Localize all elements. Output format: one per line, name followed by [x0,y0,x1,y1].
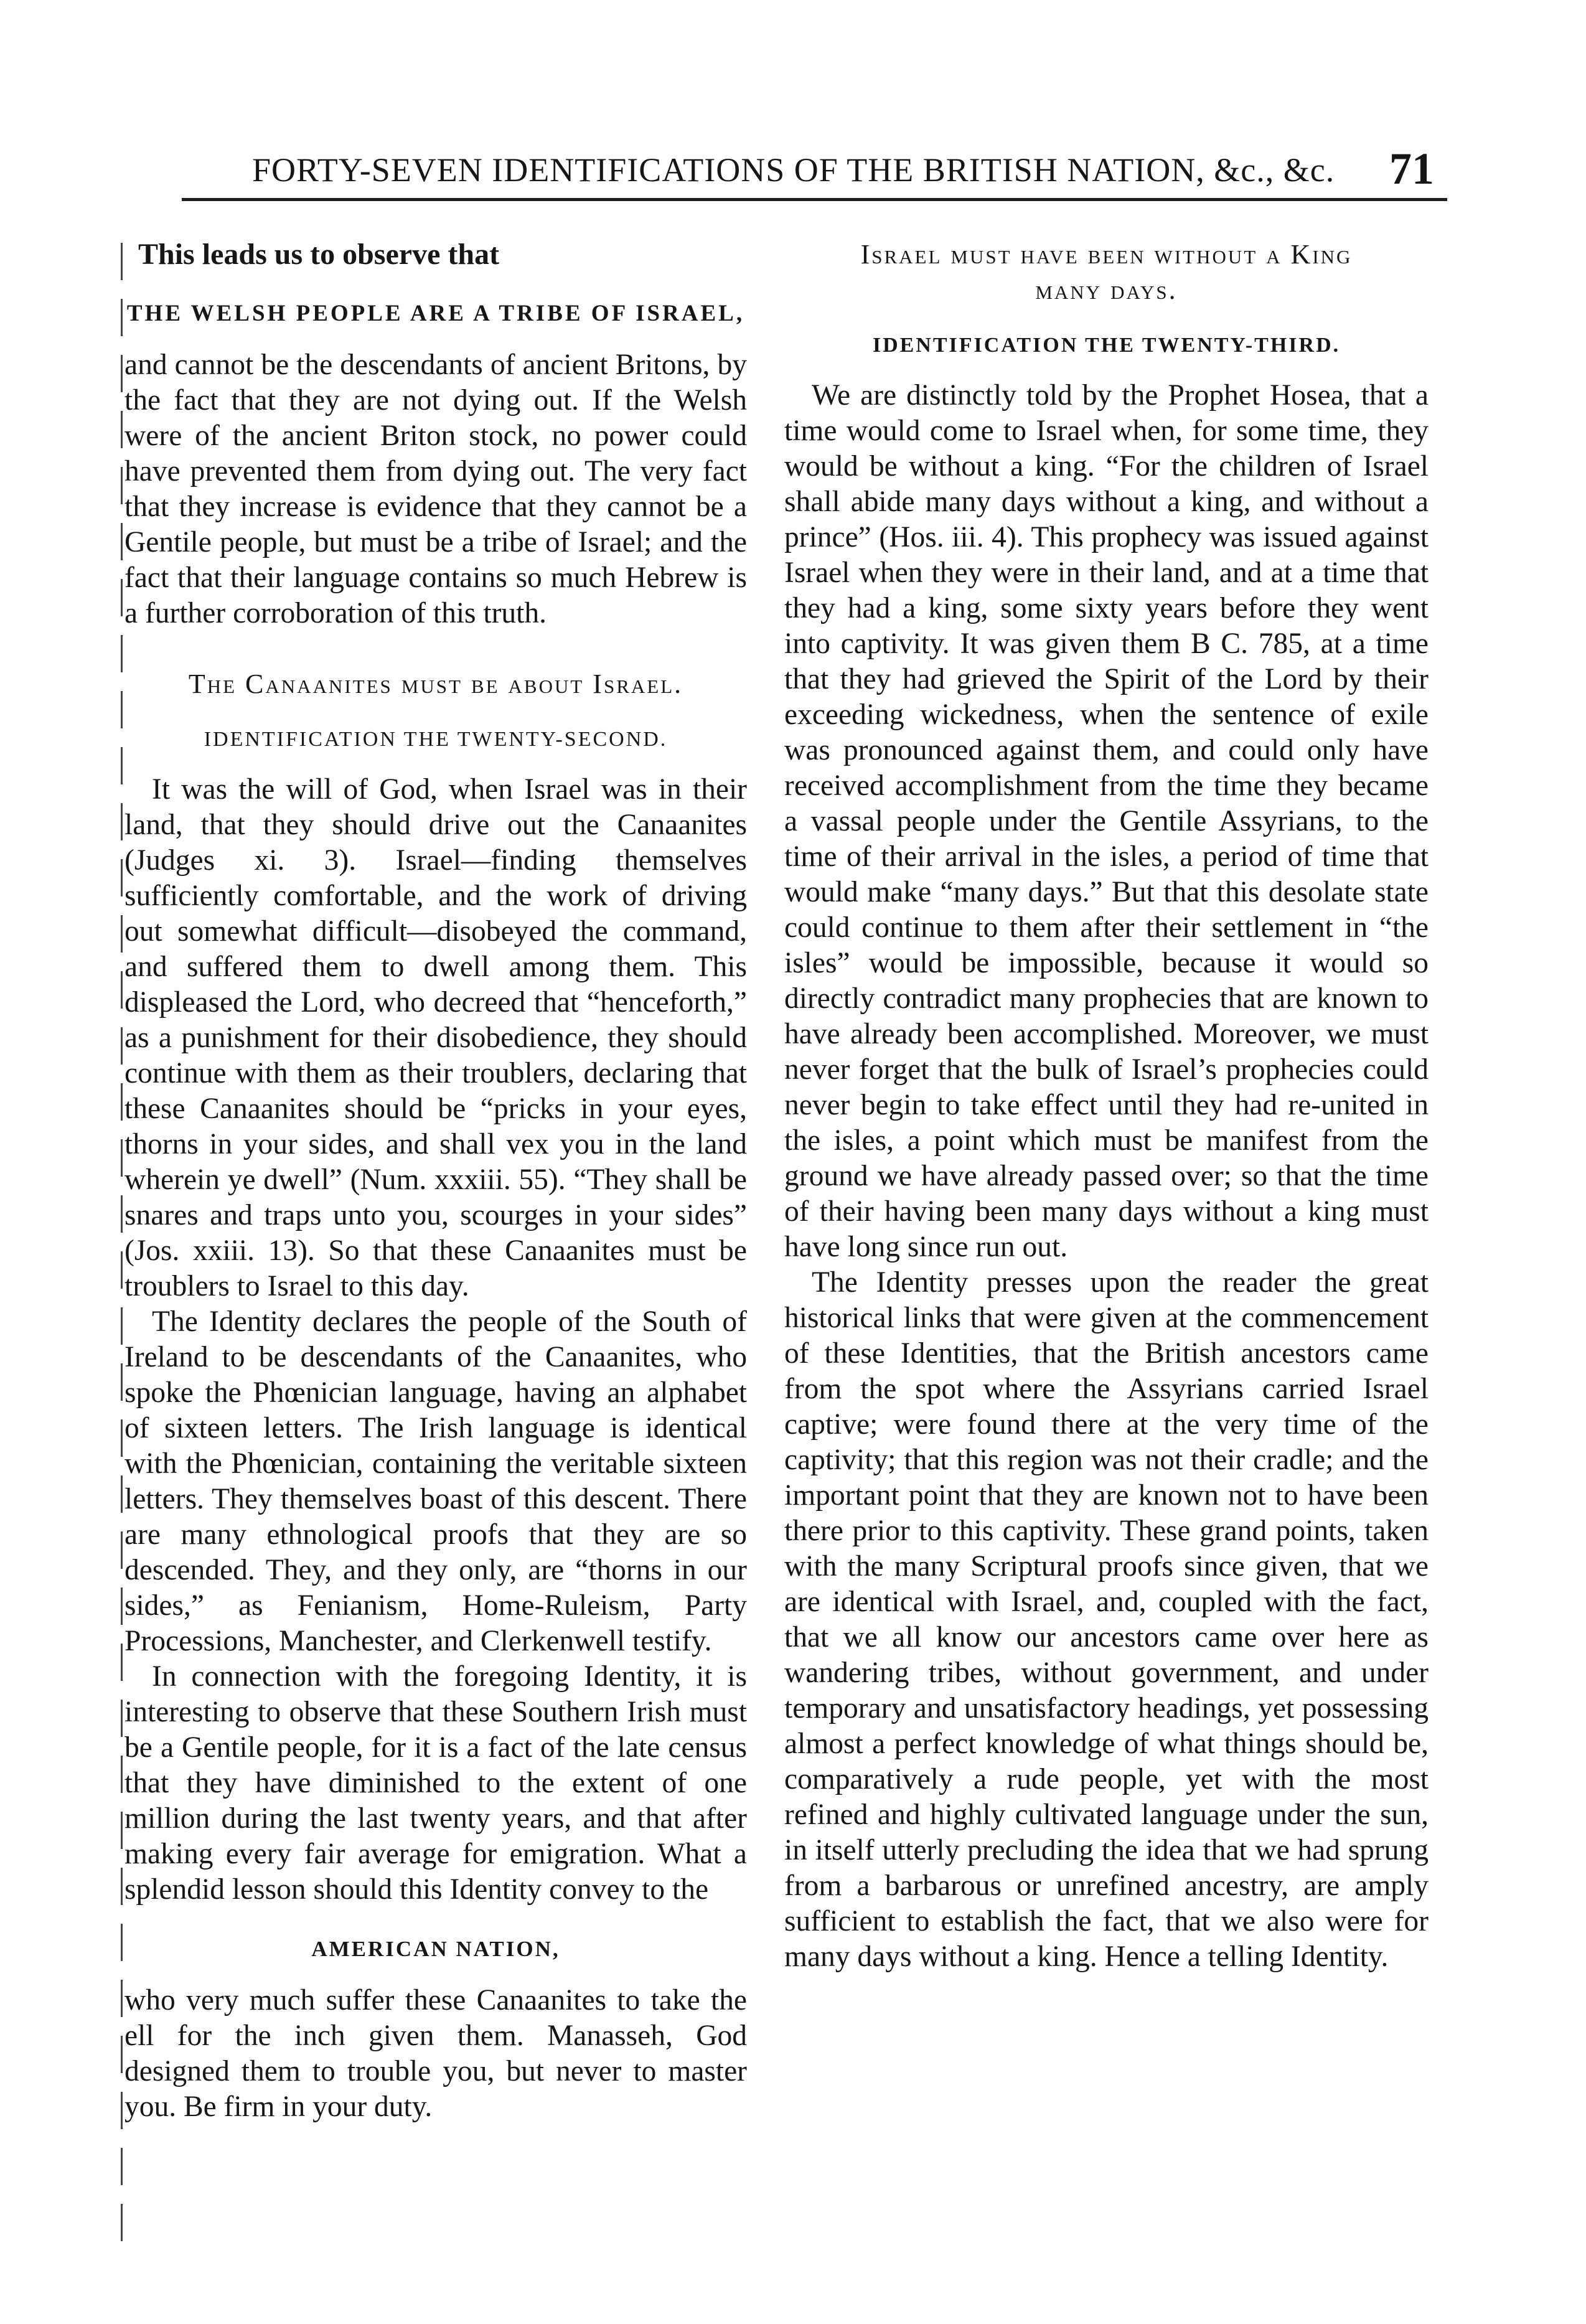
identification-22-heading: IDENTIFICATION THE TWENTY-SECOND. [204,728,668,751]
paragraph-will-of-god: It was the will of God, when Israel was in their land, that they should drive out the Canaanites (Judges xi. 3). Israel—finding themselves sufficiently comfortable, and the work of driving out somewhat difficult—disobeyed the command, and suffered them to dwell among them. This displeased the Lord, who decreed that “henceforth,” as a punishment for their disobedience, they should continue with them as their troublers, declaring that these Canaanites should be “pricks in your eyes, thorns in your sides, and shall vex you in the land wherein ye dwell” (Num. xxxiii. 55). “They shall be snares and traps unto you, scourges in your sides” (Jos. xxiii. 13). So that these Canaanites must be troublers to Israel to this day. [124,773,747,1302]
paragraph-identity-presses: The Identity presses upon the reader the great historical links that were given at the commencement of these Identities, that the British ancestors came from the spot where the Assyrians carried Israel captive; were found there at the very time of the captivity; that this region was not their cradle; and the important point that they are known not to have been there prior to this captivity. These grand points, taken with the many Scriptural proofs since given, that we are identical with Israel, and, coupled with the fact, that we all know our ancestors came over here as wandering tribes, without government, and under temporary and unsatisfactory headings, yet possessing almost a perfect knowledge of what things should be, comparatively a rude people, yet with the most refined and highly cultivated language under the sun, in itself utterly precluding the idea that we had sprung from a barbarous or unrefined ancestry, are amply sufficient to establish the fact, that we also were for many days without a king. Hence a telling Identity. [784,1266,1429,1973]
heading-american-nation: AMERICAN NATION, [311,1937,560,1961]
heading-israel-line-2: many days. [1035,275,1178,305]
heading-canaanites: The Canaanites must be about Israel. [188,669,683,699]
page-number: 71 [1389,144,1434,194]
paragraph-welsh: and cannot be the descendants of ancient Britons, by the fact that they are not dying out. If the Welsh were of the ancient Briton stock, no power could have prevented them from dying out. The very fact that they increase is evidence that they cannot be a Gentile people, but must be a tribe of Israel; and the fact that their language contains so much Hebrew is a further corroboration of this truth. [124,349,747,629]
header-rule [182,198,1447,201]
lead-in-text: This leads us to observe that [138,238,500,271]
paragraph-connection: In connection with the foregoing Identity, it is interesting to observe that these Southern Irish must be a Gentile people, for it is a fact of the late census that they have diminished to the extent of one million during the last twenty years, and that after making every fair average for emigration. What a splendid lesson should this Identity convey to the [124,1660,747,1906]
identification-23-heading: IDENTIFICATION THE TWENTY-THIRD. [872,334,1341,357]
paragraph-american: who very much suffer these Canaanites to take the ell for the inch given them. Manasseh, God designed them to trouble you, but never to master you. Be firm in your duty. [124,1984,747,2123]
heading-israel-line-1: Israel must have been without a King [860,239,1353,270]
paragraph-hosea: We are distinctly told by the Prophet Hosea, that a time would come to Israel when, for some time, they would be without a king. “For the children of Israel shall abide many days without a king, and without a prince” (Hos. iii. 4). This prophecy was issued against Israel when they were in their land, and at a time that they had a king, some sixty years before they went into captivity. It was given them B C. 785, at a time that they had grieved the Spirit of the Lord by their exceeding wickedness, when the sentence of exile was pronounced against them, and could only have received accomplishment from the time they became a vassal people under the Gentile Assyrians, to the time of their arrival in the isles, a period of time that would make “many days.” But that this desolate state could continue to them after their settlement in “the isles” would be impossible, because it would so directly contradict many prophecies that are known to have already been accomplished. Moreover, we must never forget that the bulk of Israel’s prophecies could never begin to take effect until they had re-united in the isles, a point which must be manifest from the ground we have already passed over; so that the time of their having been many days without a king must have long since run out. [784,379,1429,1263]
running-title: FORTY-SEVEN IDENTIFICATIONS OF THE BRITISH NATION, &c., &c. [252,151,1335,189]
page-header [0,0,1586,205]
heading-welsh: THE WELSH PEOPLE ARE A TRIBE OF ISRAEL, [126,301,745,326]
left-column [124,237,747,2125]
right-column [784,237,1429,1975]
paragraph-identity-ireland: The Identity declares the people of the South of Ireland to be descendants of the Canaanites, who spoke the Phœnician language, having an alphabet of sixteen letters. The Irish language is identical with the Phœnician, containing the veritable sixteen letters. They themselves boast of this descent. There are many ethnological proofs that they are so descended. They, and they only, are “thorns in our sides,” as Fenianism, Home-Ruleism, Party Processions, Manchester, and Clerkenwell testify. [124,1305,747,1657]
margin-rule [121,243,123,2254]
